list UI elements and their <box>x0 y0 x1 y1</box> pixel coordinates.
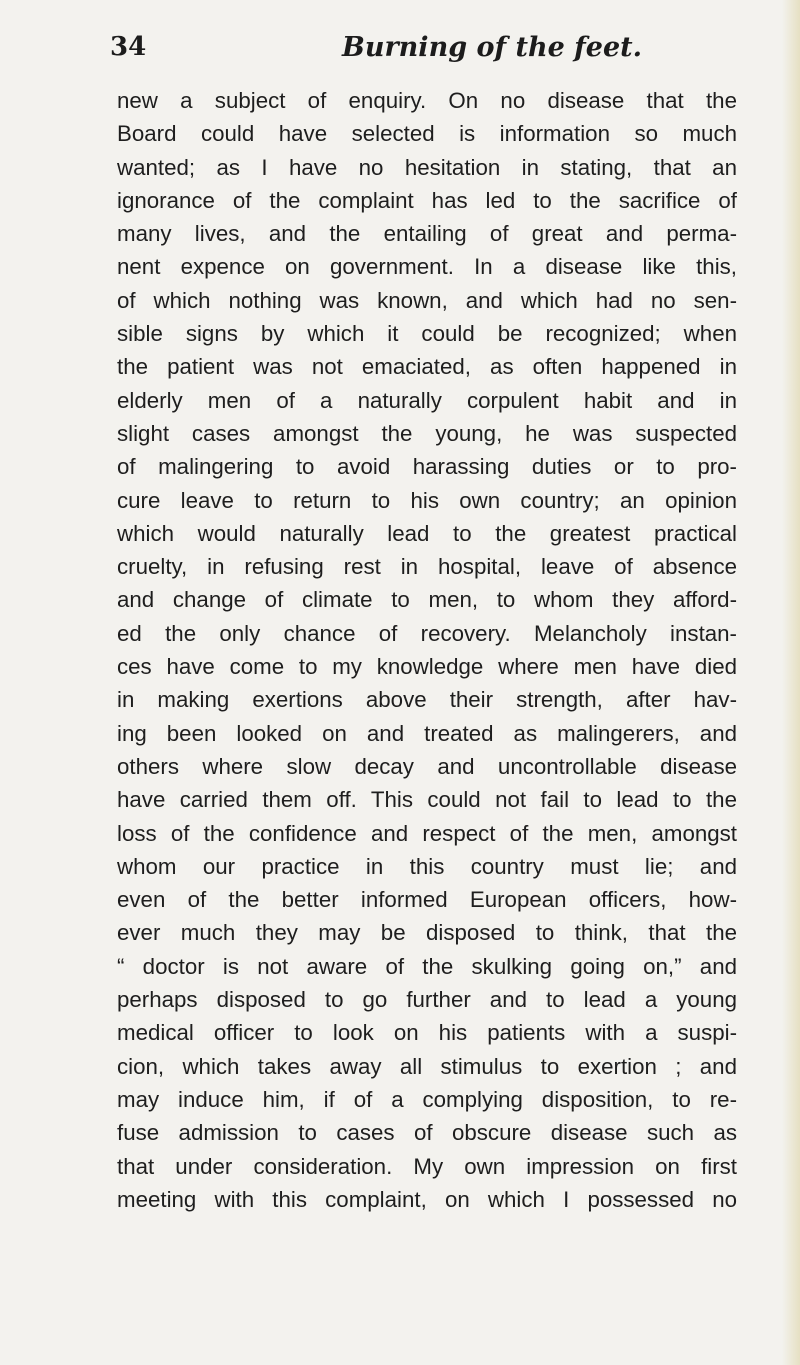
text-line: meeting with this complaint, on which I possessed no <box>117 1186 737 1212</box>
text-line: elderly men of a naturally corpulent habit and in <box>117 387 737 413</box>
text-line: the patient was not emaciated, as often happened in <box>117 354 737 380</box>
text-line: of which nothing was known, and which had no sen- <box>117 287 737 313</box>
text-line: “ doctor is not aware of the skulking going on,” and <box>117 953 737 979</box>
running-title: Burning of the feet. <box>342 32 643 63</box>
page-header <box>110 32 710 72</box>
page-edge <box>782 0 800 1365</box>
text-line: others where slow decay and uncontrollable disease <box>117 753 737 779</box>
text-line: wanted; as I have no hesitation in stating, that an <box>117 154 737 180</box>
text-line: perhaps disposed to go further and to lead a young <box>117 987 737 1013</box>
text-line: new a subject of enquiry. On no disease that the <box>117 88 737 113</box>
text-line: ever much they may be disposed to think, that the <box>117 920 737 946</box>
text-line: of malingering to avoid harassing duties or to pro- <box>117 454 737 480</box>
text-line: ed the only chance of recovery. Melancholy instan- <box>117 620 737 646</box>
text-line: loss of the confidence and respect of the men, amongst <box>117 820 737 846</box>
text-line: and change of climate to men, to whom they afford- <box>117 587 737 613</box>
text-line: which would naturally lead to the greatest practical <box>117 520 737 546</box>
body-text <box>117 84 737 1216</box>
text-line: Board could have selected is information so much <box>117 121 737 147</box>
text-line: sible signs by which it could be recognized; when <box>117 321 737 347</box>
text-line: in making exertions above their strength, after hav- <box>117 687 737 713</box>
text-line: ing been looked on and treated as malingerers, and <box>117 720 737 746</box>
text-line: ignorance of the complaint has led to the sacrifice of <box>117 187 737 213</box>
text-line: nent expence on government. In a disease like this, <box>117 254 737 280</box>
text-line: slight cases amongst the young, he was suspected <box>117 420 737 446</box>
text-line: whom our practice in this country must lie; and <box>117 853 737 879</box>
text-line: that under consideration. My own impression on first <box>117 1153 737 1179</box>
text-line: cion, which takes away all stimulus to exertion ; and <box>117 1053 737 1079</box>
text-line: may induce him, if of a complying disposition, to re- <box>117 1086 737 1112</box>
text-line: have carried them off. This could not fail to lead to the <box>117 787 737 813</box>
text-line: cruelty, in refusing rest in hospital, leave of absence <box>117 554 737 580</box>
text-line: cure leave to return to his own country; an opinion <box>117 487 737 513</box>
text-line: ces have come to my knowledge where men have died <box>117 654 737 680</box>
text-line: fuse admission to cases of obscure disease such as <box>117 1120 737 1146</box>
page-number: 34 <box>110 32 147 62</box>
text-line: many lives, and the entailing of great and perma- <box>117 221 737 247</box>
text-line: even of the better informed European officers, how- <box>117 887 737 913</box>
text-line: medical officer to look on his patients with a suspi- <box>117 1020 737 1046</box>
